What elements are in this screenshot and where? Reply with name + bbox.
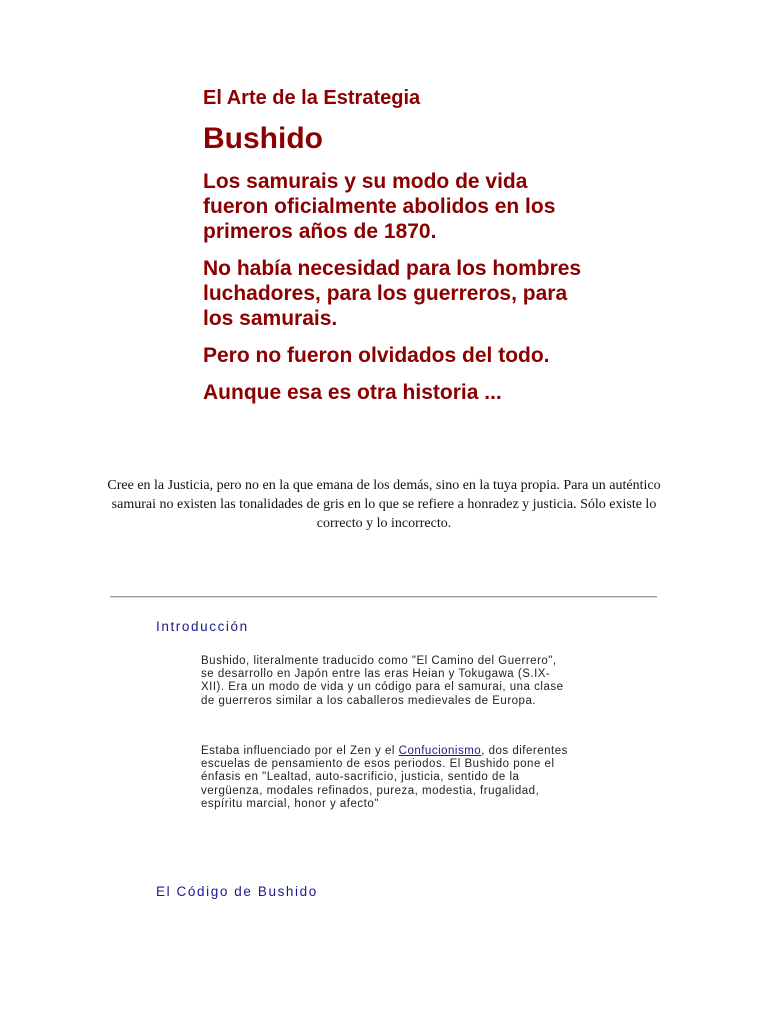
intro-paragraph-4: Aunque esa es otra historia ...	[203, 381, 502, 404]
paragraph-text-after-link: , dos diferentes escuelas de pensamiento de esos periodos. El Bushido pone el énfasis en "Lealtad, auto-sacrificio, justicia, sentido de la vergüenza, modales refinados, pureza, modestia, frugalidad, espíritu marcial, honor y afecto"	[201, 745, 568, 810]
header-block	[203, 86, 583, 417]
document-subtitle: El Arte de la Estrategia	[203, 87, 421, 109]
justice-quote: Cree en la Justicia, pero no en la que emana de los demás, sino en la tuya propia. Para un auténtico samurai no existen las tonalidades de gris en lo que se refiere a honradez y justicia. Sólo existe lo correcto y lo incorrecto.	[107, 478, 661, 531]
paragraph-text-before-link: Estaba influenciado por el Zen y el	[201, 745, 399, 757]
intro-paragraph-2: No había necesidad para los hombres luchadores, para los guerreros, para los samurais.	[203, 257, 582, 330]
section-heading-introduccion: Introducción	[156, 619, 249, 634]
section-heading-codigo-bushido: El Código de Bushido	[156, 884, 318, 899]
intro-paragraph-1: Los samurais y su modo de vida fueron oficialmente abolidos en los primeros años de 1870.	[203, 170, 556, 243]
introduccion-paragraph-1: Bushido, literalmente traducido como "El Camino del Guerrero", se desarrollo en Japón entre las eras Heian y Tokugawa (S.IX-XII). Era un modo de vida y un código para el samurai, una clase de guerreros similar a los caballeros medievales de Europa.	[201, 655, 564, 707]
document-title: Bushido	[203, 122, 323, 155]
intro-paragraph-3: Pero no fueron olvidados del todo.	[203, 344, 550, 367]
confucionismo-link[interactable]: Confucionismo	[398, 745, 482, 757]
section-divider	[110, 596, 657, 598]
introduccion-paragraph-2	[201, 745, 571, 811]
